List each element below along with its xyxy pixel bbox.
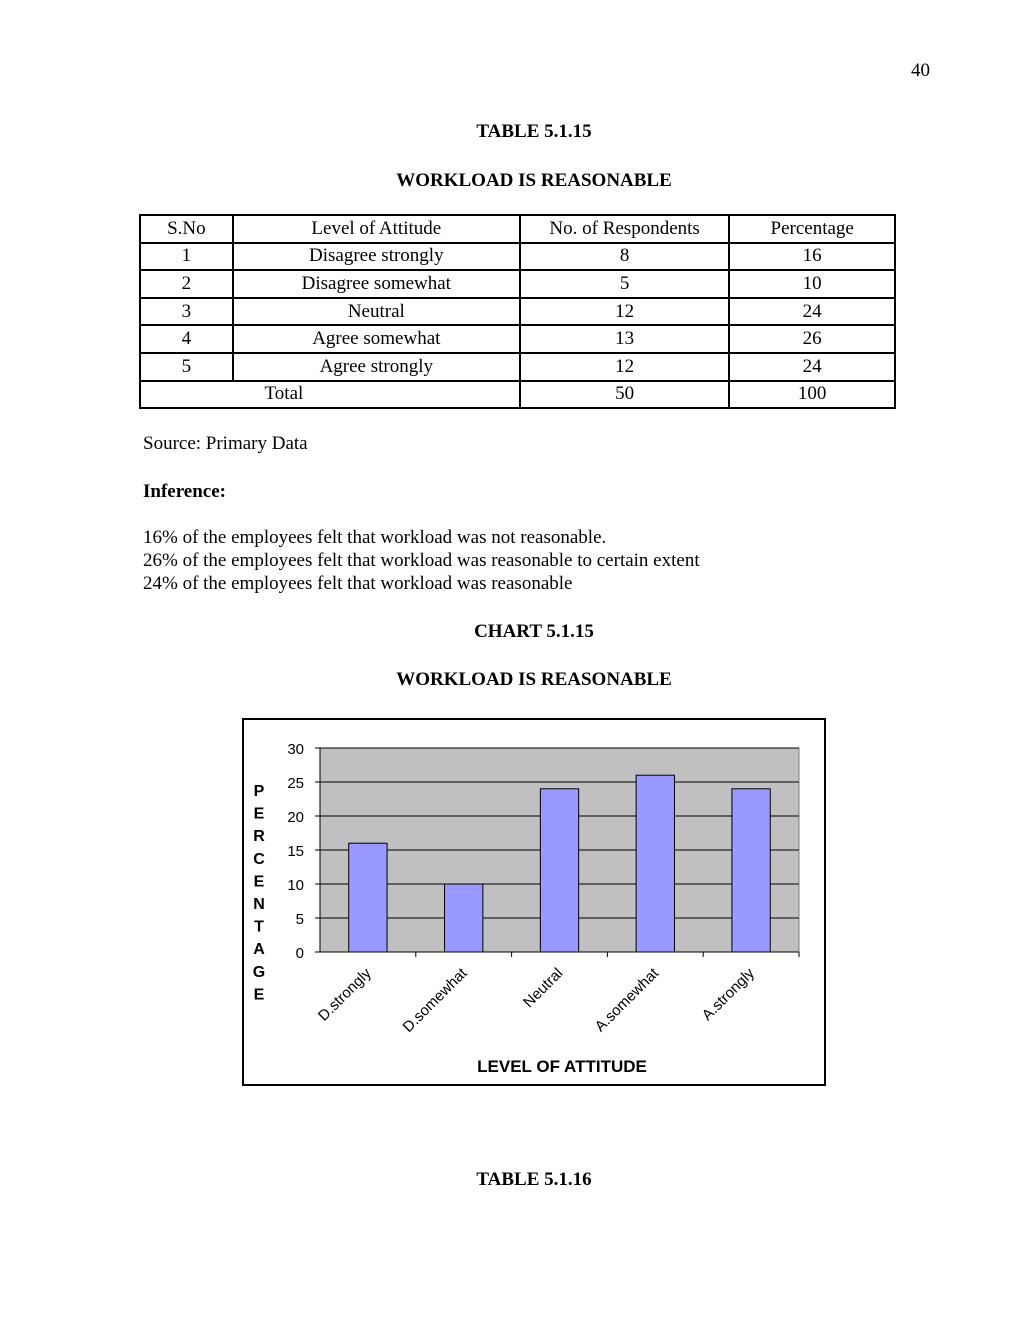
- cell-level: Disagree strongly: [233, 243, 520, 271]
- chart-title: WORKLOAD IS REASONABLE: [396, 669, 672, 690]
- y-axis-label-letter: N: [253, 896, 265, 913]
- header-respondents: No. of Respondents: [520, 215, 729, 243]
- y-axis-label-letter: E: [253, 986, 265, 1004]
- chart-caption: CHART 5.1.15: [474, 621, 594, 642]
- bar: [732, 789, 770, 952]
- x-tick-label: D.strongly: [314, 964, 375, 1025]
- bar: [445, 884, 483, 952]
- page-number: 40: [911, 60, 930, 81]
- inference-heading: Inference:: [143, 481, 227, 502]
- total-label: Total: [140, 381, 520, 409]
- inference-line: 16% of the employees felt that workload was not reasonable.: [143, 527, 607, 548]
- table-row: [140, 353, 895, 381]
- table-title: WORKLOAD IS REASONABLE: [396, 170, 672, 191]
- x-tick-label: A.strongly: [698, 964, 758, 1024]
- cell-sno: 2: [140, 270, 233, 298]
- inference-line: 24% of the employees felt that workload was reasonable: [143, 573, 573, 594]
- table-total-row: [140, 381, 895, 409]
- header-sno: S.No: [140, 215, 233, 243]
- cell-sno: 5: [140, 353, 233, 381]
- cell-level: Agree somewhat: [233, 325, 520, 353]
- x-tick-label: D.somewhat: [399, 964, 471, 1036]
- y-tick-label: 10: [287, 877, 304, 894]
- y-tick-label: 30: [287, 741, 304, 758]
- y-axis-label-letter: G: [252, 963, 266, 981]
- x-tick-label: A.somewhat: [591, 964, 663, 1036]
- header-level: Level of Attitude: [233, 215, 520, 243]
- cell-percentage: 10: [729, 270, 895, 298]
- y-axis-label-letter: E: [253, 873, 265, 891]
- cell-level: Agree strongly: [233, 353, 520, 381]
- x-axis-label: LEVEL OF ATTITUDE: [477, 1057, 647, 1076]
- y-axis-label-letter: C: [253, 850, 265, 868]
- cell-level: Neutral: [233, 298, 520, 326]
- chart-frame: [242, 718, 826, 1086]
- y-tick-label: 15: [287, 843, 304, 860]
- y-axis-label-letter: P: [253, 783, 265, 800]
- table-header-row: [140, 215, 895, 243]
- data-table: [139, 214, 896, 409]
- cell-percentage: 24: [729, 298, 895, 326]
- bar-chart: [244, 720, 824, 1084]
- y-tick-label: 20: [287, 809, 304, 826]
- inference-line: 26% of the employees felt that workload was reasonable to certain extent: [143, 550, 700, 571]
- y-tick-label: 25: [287, 775, 304, 792]
- y-tick-label: 5: [295, 911, 304, 928]
- cell-respondents: 13: [520, 325, 729, 353]
- table-row: [140, 270, 895, 298]
- cell-percentage: 24: [729, 353, 895, 381]
- cell-respondents: 12: [520, 353, 729, 381]
- x-tick-label: Neutral: [520, 964, 567, 1012]
- bar: [540, 789, 578, 952]
- y-axis-label-letter: T: [254, 918, 264, 936]
- cell-respondents: 12: [520, 298, 729, 326]
- y-axis-label-letter: R: [253, 828, 265, 846]
- table-caption: TABLE 5.1.15: [476, 121, 592, 142]
- source-note: Source: Primary Data: [143, 433, 308, 454]
- total-respondents: 50: [520, 381, 729, 409]
- cell-respondents: 5: [520, 270, 729, 298]
- cell-percentage: 16: [729, 243, 895, 271]
- bar: [636, 775, 674, 952]
- cell-sno: 1: [140, 243, 233, 271]
- table-row: [140, 298, 895, 326]
- next-table-caption: TABLE 5.1.16: [476, 1169, 592, 1190]
- y-tick-label: 0: [295, 945, 304, 962]
- cell-sno: 4: [140, 325, 233, 353]
- cell-percentage: 26: [729, 325, 895, 353]
- table-row: [140, 243, 895, 271]
- cell-level: Disagree somewhat: [233, 270, 520, 298]
- cell-respondents: 8: [520, 243, 729, 271]
- y-axis-label-letter: A: [253, 941, 265, 959]
- total-percentage: 100: [729, 381, 895, 409]
- cell-sno: 3: [140, 298, 233, 326]
- y-axis-label-letter: E: [253, 805, 265, 823]
- table-row: [140, 325, 895, 353]
- header-percentage: Percentage: [729, 215, 895, 243]
- bar: [349, 843, 387, 952]
